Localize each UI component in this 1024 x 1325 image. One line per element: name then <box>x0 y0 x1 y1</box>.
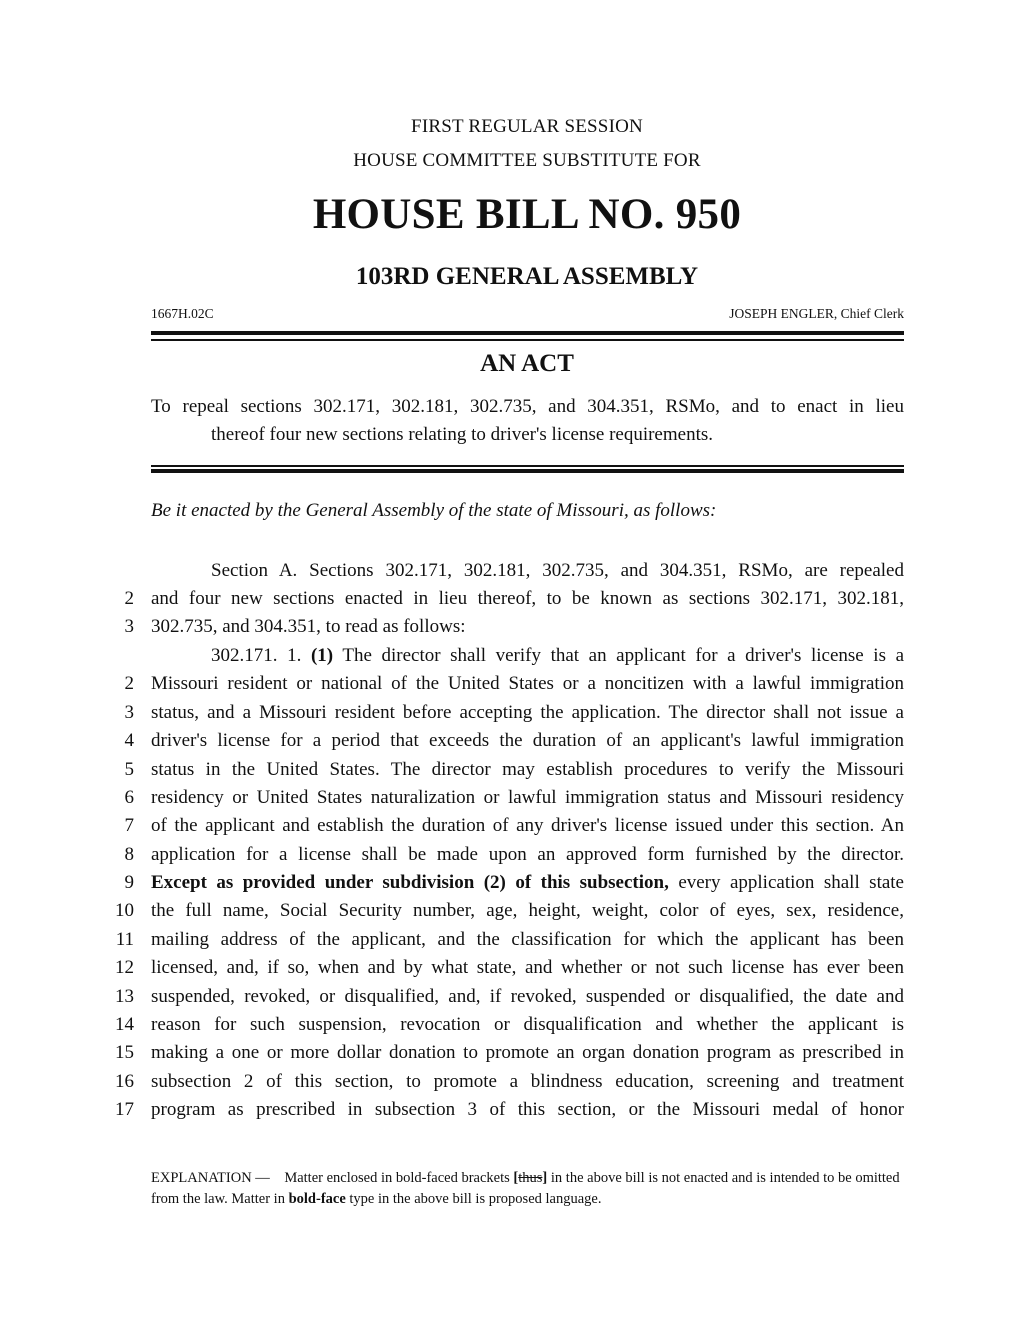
bill-line: status, and a Missouri resident before accepting the application. The director shall not issue a <box>151 702 904 723</box>
line-number: 14 <box>115 1014 134 1035</box>
general-assembly: 103RD GENERAL ASSEMBLY <box>355 263 699 290</box>
bill-line: application for a license shall be made upon an approved form furnished by the director. <box>151 844 904 865</box>
line-number: 13 <box>115 986 134 1007</box>
bill-line: residency or United States naturalization or lawful immigration status and Missouri residency <box>151 787 904 808</box>
line-number: 3 <box>124 702 134 723</box>
title-rule-thick <box>151 469 904 473</box>
line-number: 12 <box>115 957 134 978</box>
line-number: 16 <box>115 1071 134 1092</box>
subdivision-marker: (1) <box>310 645 334 666</box>
proposed-language: Except as provided under subdivision (2) of this subsection, <box>151 872 669 893</box>
line-number: 7 <box>124 815 134 836</box>
explanation-label: EXPLANATION — <box>151 1170 270 1186</box>
bill-line: mailing address of the applicant, and the classification for which the applicant has been <box>151 929 904 950</box>
bill-line: making a one or more dollar donation to promote an organ donation program as prescribed in <box>151 1042 904 1063</box>
line-number: 2 <box>124 588 134 609</box>
bill-line: driver's license for a period that exceeds the duration of an applicant's lawful immigration <box>151 730 904 751</box>
bill-line: status in the United States. The director may establish procedures to verify the Missouri <box>151 759 904 780</box>
bracket-open: [ <box>513 1170 519 1186</box>
bill-line: Missouri resident or national of the United States or a noncitizen with a lawful immigration <box>151 673 904 694</box>
act-title-line-2: thereof four new sections relating to driver's license requirements. <box>211 424 713 445</box>
section-number: 302.171. 1. <box>211 645 311 666</box>
line-number: 6 <box>124 787 134 808</box>
bill-line: program as prescribed in subsection 3 of this section, or the Missouri medal of honor <box>151 1099 904 1120</box>
bill-line: licensed, and, if so, when and by what state, and whether or not such license has ever been <box>151 957 904 978</box>
bill-line: reason for such suspension, revocation or disqualification and whether the applicant is <box>151 1014 904 1035</box>
explanation-text: in the above bill is not enacted and is intended to be omitted from the law. Matter in <box>151 1170 900 1207</box>
line-number: 2 <box>124 673 134 694</box>
session-label: FIRST REGULAR SESSION <box>411 116 643 137</box>
line-number: 8 <box>124 844 134 865</box>
bill-line: subsection 2 of this section, to promote a blindness education, screening and treatment <box>151 1071 904 1092</box>
line-number: 5 <box>124 759 134 780</box>
section-a-line-3: 302.735, and 304.351, to read as follows: <box>151 616 466 637</box>
bill-line: suspended, revoked, or disqualified, and, if revoked, suspended or disqualified, the date and <box>151 986 904 1007</box>
title-rule-thin <box>151 465 904 467</box>
header-rule-thin <box>151 339 904 341</box>
explanation-text: type in the above bill is proposed language. <box>345 1191 602 1207</box>
explanation-note <box>151 1168 904 1210</box>
bold-face-example: bold-face <box>288 1191 346 1207</box>
document-code: 1667H.02C <box>151 306 214 321</box>
bill-title: HOUSE BILL NO. 950 <box>312 191 742 238</box>
act-title-line-1: To repeal sections 302.171, 302.181, 302.735, and 304.351, RSMo, and to enact in lieu <box>151 396 904 417</box>
explanation-text: Matter enclosed in bold-faced brackets <box>284 1170 514 1186</box>
line-number: 15 <box>115 1042 134 1063</box>
line-number: 3 <box>124 616 134 637</box>
line-number: 17 <box>115 1099 134 1120</box>
line-text: The director shall verify that an applicant for a driver's license is a <box>333 645 904 666</box>
line-text: every application shall state <box>668 872 904 893</box>
line-number: 4 <box>124 730 134 751</box>
bill-line-proposed <box>151 869 904 897</box>
header-rule-thick <box>151 331 904 335</box>
section-a-line-1: Section A. Sections 302.171, 302.181, 302.735, and 304.351, RSMo, are repealed <box>211 560 904 581</box>
substitute-label: HOUSE COMMITTEE SUBSTITUTE FOR <box>353 150 701 171</box>
enacting-clause: Be it enacted by the General Assembly of the state of Missouri, as follows: <box>151 500 717 521</box>
line-number: 9 <box>124 872 134 893</box>
line-number: 11 <box>115 929 134 950</box>
section-a-line-2: and four new sections enacted in lieu thereof, to be known as sections 302.171, 302.181, <box>151 588 904 609</box>
bill-line: the full name, Social Security number, age, height, weight, color of eyes, sex, residence, <box>151 900 904 921</box>
chief-clerk: JOSEPH ENGLER, Chief Clerk <box>729 306 904 321</box>
bill-line: of the applicant and establish the duration of any driver's license issued under this section. An <box>151 815 904 836</box>
an-act-heading: AN ACT <box>480 350 574 377</box>
bracket-close: ] <box>542 1170 548 1186</box>
struck-example: thus <box>518 1170 543 1186</box>
line-number: 10 <box>115 900 134 921</box>
section-302171-line-1 <box>211 642 904 670</box>
